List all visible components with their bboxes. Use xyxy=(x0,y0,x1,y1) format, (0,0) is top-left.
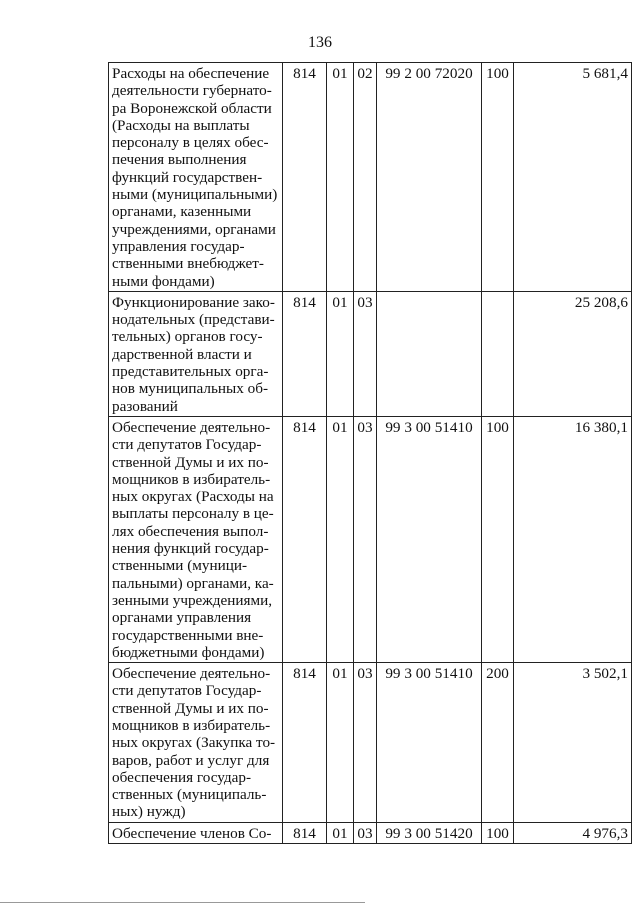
expense-name-line: ных) нужд) xyxy=(112,803,186,821)
expense-name-line: разований xyxy=(112,397,178,415)
ministry-code-cell: 814 xyxy=(283,416,327,662)
expense-name-line: деятельности губернато- xyxy=(112,82,272,100)
expense-name-cell xyxy=(109,822,283,843)
expense-name-line: обеспечения государ- xyxy=(112,768,252,786)
expense-name-line: сти депутатов Государ- xyxy=(112,682,262,700)
expense-name-line: персоналу в целях обес- xyxy=(112,134,269,152)
ministry-code-cell: 814 xyxy=(283,291,327,416)
expense-name-cell xyxy=(109,63,283,292)
target-article-cell: 99 3 00 51420 xyxy=(377,822,482,843)
expense-type-cell: 100 xyxy=(482,63,514,292)
expense-name-line: ственными внебюджет- xyxy=(112,255,264,273)
expense-name-line: Обеспечение деятельно- xyxy=(112,418,271,436)
expense-name-line: Функционирование зако- xyxy=(112,293,275,311)
expense-name-line: ственными (муници- xyxy=(112,557,248,575)
target-article-cell: 99 3 00 51410 xyxy=(377,663,482,823)
bottom-rule xyxy=(0,902,365,903)
table-row xyxy=(109,416,632,662)
expense-name-line: зенными учреждениями, xyxy=(112,591,273,609)
ministry-code-cell: 814 xyxy=(283,663,327,823)
expense-name-line: учреждениями, органами xyxy=(112,220,276,238)
subsection-code-cell: 02 xyxy=(354,63,377,292)
ministry-code-cell: 814 xyxy=(283,63,327,292)
section-code-cell: 01 xyxy=(327,822,354,843)
expense-name-line: выплаты персоналу в це- xyxy=(112,505,274,523)
expense-name-line: функций государствен- xyxy=(112,168,263,186)
budget-table-body xyxy=(109,63,632,844)
section-code-cell: 01 xyxy=(327,416,354,662)
expense-type-cell: 200 xyxy=(482,663,514,823)
expense-type-cell: 100 xyxy=(482,822,514,843)
expense-name-line: Обеспечение деятельно- xyxy=(112,665,271,683)
expense-name-line: ных округах (Закупка то- xyxy=(112,734,276,752)
expense-name-line: ными (муниципальными) xyxy=(112,186,278,204)
expense-name-line: Обеспечение членов Со- xyxy=(112,824,272,842)
expense-name-line: бюджетными фондами) xyxy=(112,643,265,661)
expense-name-line: ственных (муниципаль- xyxy=(112,786,267,804)
expense-name-line: ными фондами) xyxy=(112,272,215,290)
table-row xyxy=(109,291,632,416)
expense-name-cell xyxy=(109,291,283,416)
expense-name-line: нения функций государ- xyxy=(112,540,269,558)
expense-name-line: печения выполнения xyxy=(112,151,247,169)
expense-name-line: (Расходы на выплаты xyxy=(112,116,250,134)
expense-name-line: тельных) органов госу- xyxy=(112,328,263,346)
section-code-cell: 01 xyxy=(327,63,354,292)
expense-name-line: нодательных (представи- xyxy=(112,311,275,329)
target-article-cell: 99 3 00 51410 xyxy=(377,416,482,662)
expense-name-line: ственной Думы и их по- xyxy=(112,453,269,471)
expense-name-line: нов муниципальных об- xyxy=(112,380,269,398)
expense-name-line: лях обеспечения выпол- xyxy=(112,522,269,540)
expense-name-line: дарственной власти и xyxy=(112,345,252,363)
page-number: 136 xyxy=(308,34,332,51)
budget-table xyxy=(108,62,632,844)
expense-name-line: государственными вне- xyxy=(112,626,264,644)
subsection-code-cell: 03 xyxy=(354,663,377,823)
expense-name-cell xyxy=(109,416,283,662)
target-article-cell: 99 2 00 72020 xyxy=(377,63,482,292)
expense-name-cell xyxy=(109,663,283,823)
subsection-code-cell: 03 xyxy=(354,822,377,843)
expense-name-line: ственной Думы и их по- xyxy=(112,699,269,717)
amount-cell: 3 502,1 xyxy=(514,663,632,823)
ministry-code-cell: 814 xyxy=(283,822,327,843)
target-article-cell xyxy=(377,291,482,416)
table-row xyxy=(109,822,632,843)
expense-name-line: мощников в избиратель- xyxy=(112,716,271,734)
expense-name-line: органами, казенными xyxy=(112,203,252,221)
expense-name-line: мощников в избиратель- xyxy=(112,470,271,488)
amount-cell: 4 976,3 xyxy=(514,822,632,843)
table-row xyxy=(109,63,632,292)
amount-cell: 16 380,1 xyxy=(514,416,632,662)
expense-name-line: органами управления xyxy=(112,609,252,627)
expense-type-cell xyxy=(482,291,514,416)
expense-name-line: варов, работ и услуг для xyxy=(112,751,270,769)
expense-name-line: пальными) органами, ка- xyxy=(112,574,274,592)
amount-cell: 5 681,4 xyxy=(514,63,632,292)
amount-cell: 25 208,6 xyxy=(514,291,632,416)
subsection-code-cell: 03 xyxy=(354,416,377,662)
expense-name-line: сти депутатов Государ- xyxy=(112,436,262,454)
expense-name-line: ра Воронежской области xyxy=(112,99,272,117)
table-row xyxy=(109,663,632,823)
expense-name-line: представительных орга- xyxy=(112,363,269,381)
expense-name-line: Расходы на обеспечение xyxy=(112,65,270,82)
expense-type-cell: 100 xyxy=(482,416,514,662)
expense-name-line: управления государ- xyxy=(112,237,245,255)
subsection-code-cell: 03 xyxy=(354,291,377,416)
section-code-cell: 01 xyxy=(327,663,354,823)
section-code-cell: 01 xyxy=(327,291,354,416)
expense-name-line: ных округах (Расходы на xyxy=(112,488,274,506)
